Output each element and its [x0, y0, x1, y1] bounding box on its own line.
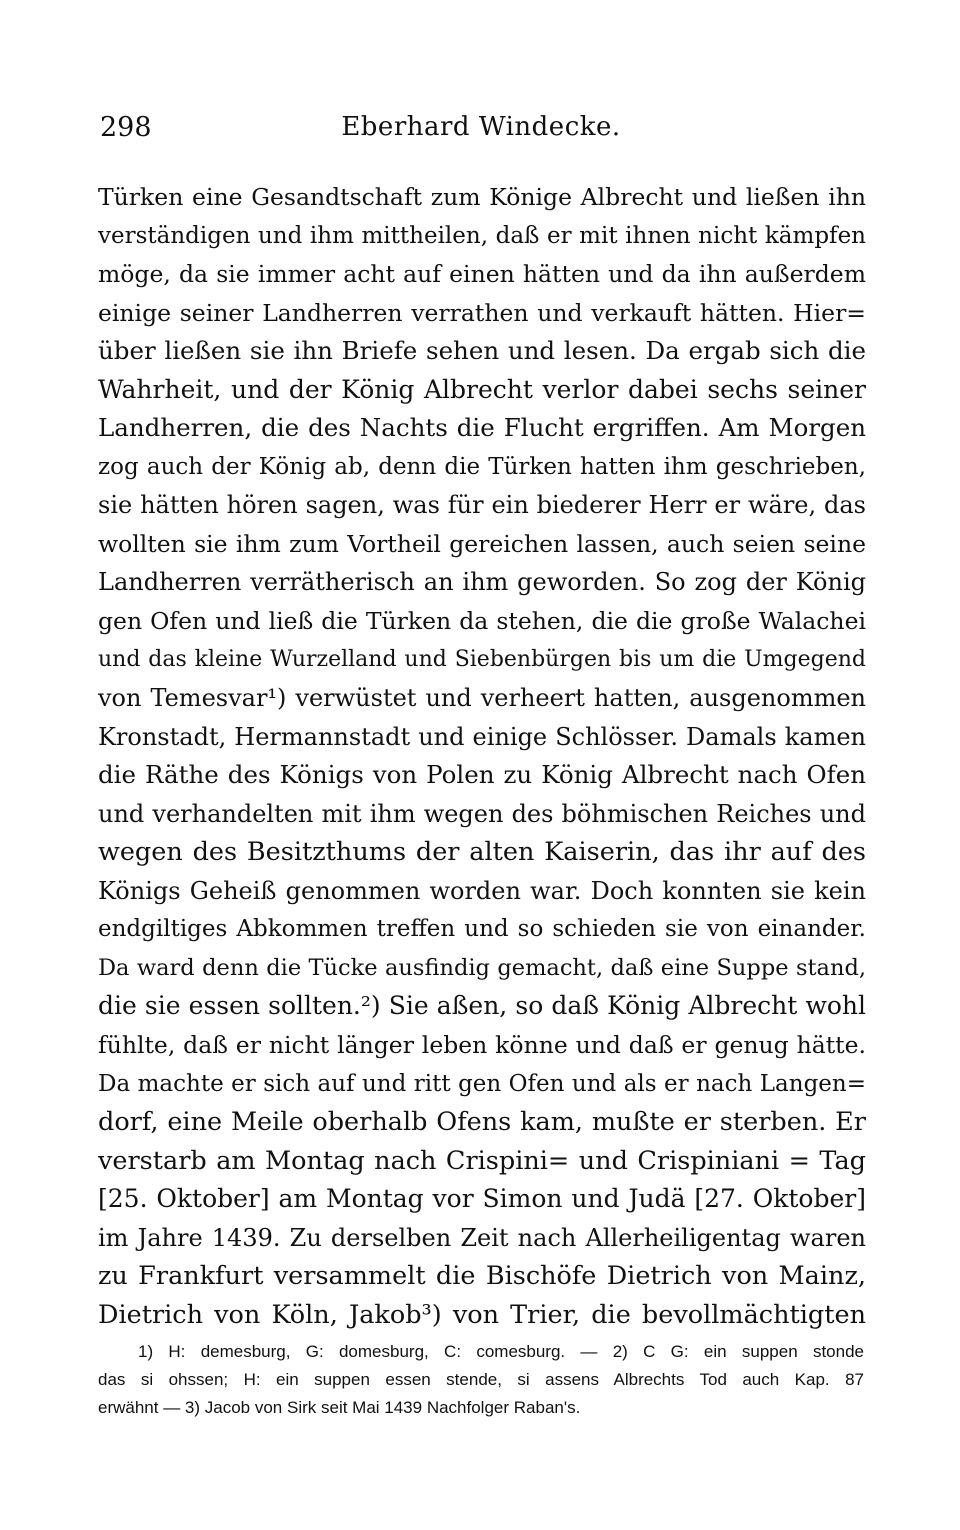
- text-line: Kronstadt, Hermannstadt und einige Schlösser. Damals kamen: [98, 722, 866, 751]
- text-line: und verhandelten mit ihm wegen des böhmischen Reiches und: [98, 799, 866, 828]
- text-line: und das kleine Wurzelland und Siebenbürgen bis um die Umgegend: [98, 646, 866, 672]
- text-line: gen Ofen und ließ die Türken da stehen, die die große Walachei: [98, 607, 866, 636]
- text-line: zu Frankfurt versammelt die Bischöfe Dietrich von Mainz,: [98, 1261, 866, 1292]
- text-line: wegen des Besitzthums der alten Kaiserin, das ihr auf des: [98, 837, 866, 868]
- text-line: Königs Geheiß genommen worden war. Doch konnten sie kein: [98, 876, 866, 905]
- running-head: Eberhard Windecke.: [341, 112, 621, 142]
- footnote-line: erwähnt — 3) Jacob von Sirk seit Mai 1439 Nachfolger Raban's.: [98, 1398, 581, 1417]
- text-line: dorf, eine Meile oberhalb Ofens kam, mußte er sterben. Er: [98, 1107, 866, 1138]
- text-line: Landherren, die des Nachts die Flucht ergriffen. Am Morgen: [98, 413, 866, 443]
- text-line: über ließen sie ihn Briefe sehen und lesen. Da ergab sich die: [98, 336, 866, 366]
- text-line: die sie essen sollten.²) Sie aßen, so daß König Albrecht wohl: [98, 991, 866, 1021]
- text-line: Landherren verrätherisch an ihm geworden. So zog der König: [98, 568, 866, 597]
- text-line: [25. Oktober] am Montag vor Simon und Judä [27. Oktober]: [98, 1184, 866, 1214]
- footnote-line: 1) H: demesburg, G: domesburg, C: comesburg. — 2) C G: ein suppen stonde: [138, 1342, 864, 1361]
- text-line: die Räthe des Königs von Polen zu König Albrecht nach Ofen: [98, 760, 866, 790]
- text-line: Da machte er sich auf und ritt gen Ofen und als er nach Langen=: [98, 1070, 866, 1097]
- text-line: verstarb am Montag nach Crispini= und Crispiniani = Tag: [98, 1145, 866, 1176]
- text-line: Wahrheit, und der König Albrecht verlor dabei sechs seiner: [98, 374, 866, 404]
- text-line: im Jahre 1439. Zu derselben Zeit nach Allerheiligentag waren: [98, 1223, 866, 1252]
- footnote-line: das si ohssen; H: ein suppen essen stende, si assens Albrechts Tod auch Kap. 87: [98, 1370, 864, 1389]
- text-line: endgiltiges Abkommen treffen und so schieden sie von einander.: [98, 916, 866, 943]
- footnotes: [98, 1338, 864, 1422]
- text-line: Dietrich von Köln, Jakob³) von Trier, die bevollmächtigten: [98, 1299, 866, 1330]
- text-line: einige seiner Landherren verrathen und verkauft hätten. Hier=: [98, 298, 866, 327]
- text-line: von Temesvar¹) verwüstet und verheert hatten, ausgenommen: [98, 684, 866, 713]
- text-line: fühlte, daß er nicht länger leben könne und daß er genug hätte.: [98, 1031, 866, 1060]
- text-line: Türken eine Gesandtschaft zum Könige Albrecht und ließen ihn: [98, 183, 866, 211]
- text-line: Da ward denn die Tücke ausfindig gemacht, daß eine Suppe stand,: [98, 954, 866, 981]
- text-line: zog auch der König ab, denn die Türken hatten ihm geschrieben,: [98, 453, 866, 480]
- text-line: sie hätten hören sagen, was für ein biederer Herr er wäre, das: [98, 491, 866, 520]
- text-line: möge, da sie immer acht auf einen hätten und da ihn außerdem: [98, 260, 866, 289]
- text-line: verständigen und ihm mittheilen, daß er mit ihnen nicht kämpfen: [98, 222, 866, 249]
- text-line: wollten sie ihm zum Vortheil gereichen lassen, auch seien seine: [98, 529, 866, 558]
- page-number: 298: [100, 112, 152, 143]
- body-text: [98, 178, 866, 1334]
- page-header: [100, 112, 862, 152]
